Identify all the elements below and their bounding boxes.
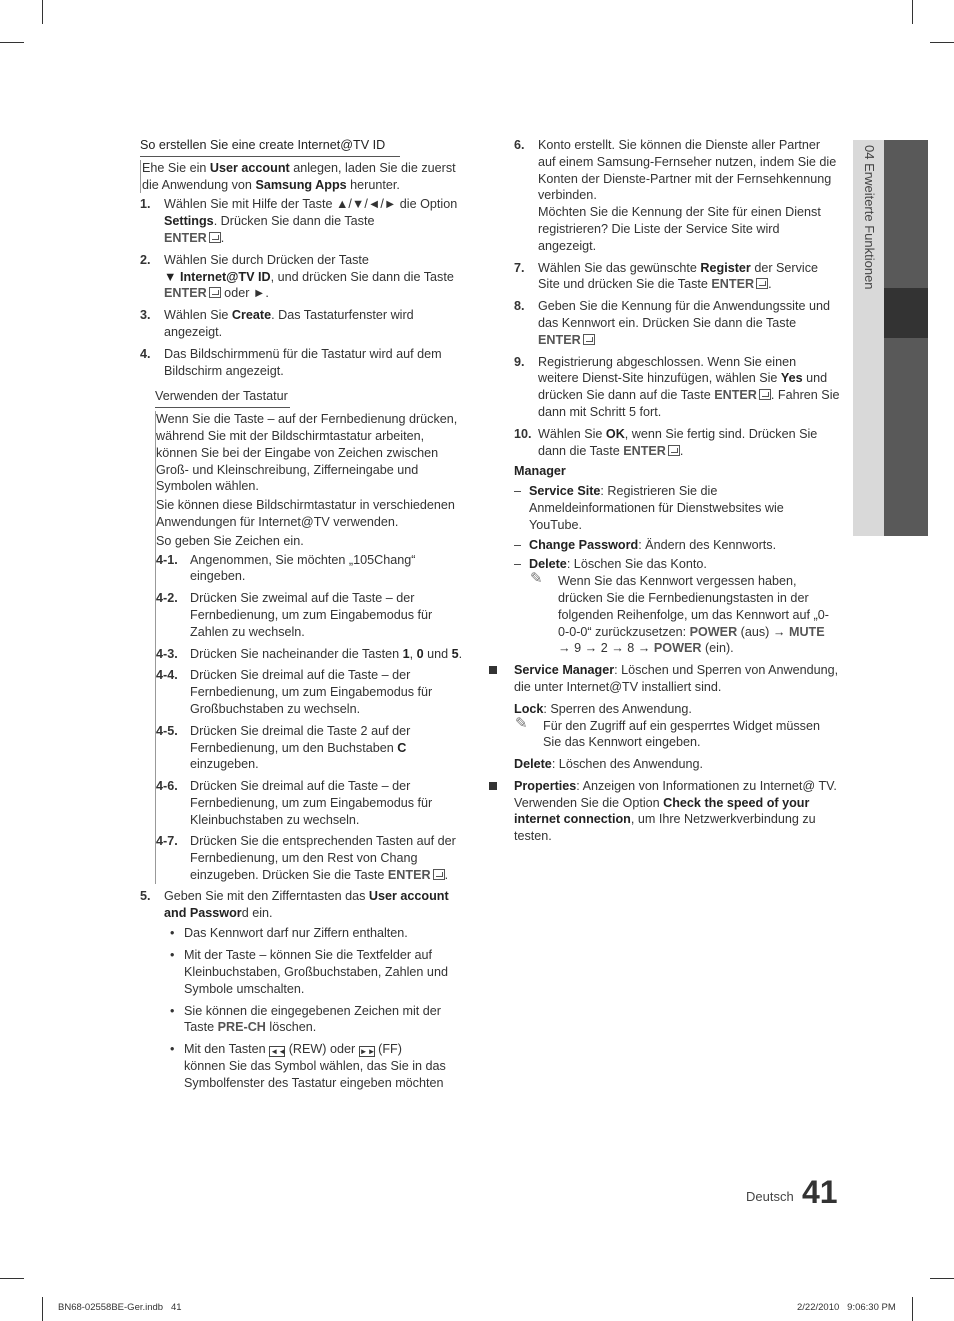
crop-mark <box>912 0 913 24</box>
substep-4-3: 4-3. Drücken Sie nacheinander die Tasten 1, 0 und 5. <box>156 646 463 661</box>
keyboard-body <box>155 411 465 884</box>
bullet-item: • Sie können die eingegebenen Zeichen mit der Taste PRE-CH löschen. <box>170 1003 441 1035</box>
enter-icon <box>433 869 445 880</box>
crop-mark <box>930 1278 954 1279</box>
step-5: 5. Geben Sie mit den Zifferntasten das User account and Password ein. <box>140 888 449 920</box>
note-pencil-icon: ✎ <box>530 570 543 588</box>
enter-icon <box>209 232 221 243</box>
page-number: 41 <box>802 1174 838 1210</box>
enter-icon <box>756 278 768 289</box>
step-1: 1. Wählen Sie mit Hilfe der Taste ▲/▼/◄/► die Option Settings. Drücken Sie dann die Taste ENTER . <box>140 197 458 245</box>
step-9: 9. Registrierung abgeschlossen. Wenn Sie einen weitere Dienst-Site hinzufügen, wählen Sie Yes und drücken Sie dann auf die Taste ENTER . Fahren Sie dann mit Schritt 5 fort. <box>514 354 840 419</box>
manager-item: – Delete: Löschen Sie das Konto. <box>514 557 707 572</box>
right-column <box>514 137 840 845</box>
footer-date: 2/22/2010 9:06:30 PM <box>797 1302 896 1313</box>
crop-mark <box>42 1297 43 1321</box>
enter-icon <box>583 334 595 345</box>
step-7: 7. Wählen Sie das gewünschte Register der Service Site und drücken Sie die Taste ENTER . <box>514 260 819 292</box>
step-3: 3. Wählen Sie Create. Das Tastaturfenster wird angezeigt. <box>140 308 414 339</box>
substep-4-6: 4-6. Drücken Sie dreimal auf die Taste – der Fernbedienung, um zum Eingabemodus für Kleinbuchstaben zu wechseln. <box>156 779 433 827</box>
substep-4-5: 4-5. Drücken Sie dreimal die Taste 2 auf der Fernbedienung, um den Buchstaben C einzugeben. <box>156 723 411 772</box>
enter-icon <box>668 445 680 456</box>
enter-icon <box>759 389 771 400</box>
delete-item: Delete: Löschen des Anwendung. <box>514 757 704 772</box>
step-10: 10. Wählen Sie OK, wenn Sie fertig sind. Drücken Sie dann die Taste ENTER . <box>514 426 818 458</box>
substep-4-1: 4-1. Angenommen, Sie möchten „105Chang“ eingeben. <box>156 552 416 584</box>
side-tab-dark <box>884 338 928 536</box>
bullet-item: • Mit den Tasten ◄◄ (REW) oder ►► (FF) können Sie das Symbol wählen, das Sie in das Symbolfenster des Tastatur eingeben möchten <box>170 1042 446 1090</box>
intro-paragraph: Ehe Sie ein User account anlegen, laden Sie die zuerst die Anwendung von Samsung Apps herunter. <box>140 160 465 194</box>
bullet-item: • Das Kennwort darf nur Ziffern enthalten. <box>170 926 408 941</box>
rewind-icon: ◄◄ <box>270 1047 287 1057</box>
crop-mark <box>0 1278 24 1279</box>
note: ✎ Für den Zugriff auf ein gesperrtes Widget müssen Sie das Kennwort eingeben. <box>515 714 820 750</box>
enter-icon <box>209 287 221 298</box>
substep-4-4: 4-4. Drücken Sie dreimal auf die Taste – der Fernbedienung, um zum Eingabemodus für Großbuchstaben zu wechseln. <box>156 668 433 716</box>
manager-item: – Service Site: Registrieren Sie die Anmeldeinformationen für Dienstwebsites wie YouTube. <box>514 484 784 532</box>
note: ✎ Wenn Sie das Kennwort vergessen haben, drücken Sie die Fernbedienungstasten in der folgenden Reihenfolge, um das Kennwort auf „0-0-0-0“ zurückzusetzen: POWER (aus) → MUTE → 9 → 2 → 8 → POWER (ein). <box>530 570 829 656</box>
keyboard-title: Verwenden der Tastatur <box>155 388 465 408</box>
step-6: 6. Konto erstellt. Sie können die Dienste aller Partner auf einem Samsung-Fernseher nutzen, indem Sie die Konten der Dienste-Partner mit der Fernsehkennung verbinden. Möchten Sie die Kennung der Site für einen Dienst registrieren? Die Liste der Service Site wird angezeigt. <box>514 138 837 253</box>
side-tab-active <box>884 288 928 338</box>
bullet-item: • Mit der Taste – können Sie die Textfelder auf Kleinbuchstaben, Großbuchstaben, Zahlen und Symbole umschalten. <box>170 948 448 996</box>
crop-mark <box>930 42 954 43</box>
step-8: 8. Geben Sie die Kennung für die Anwendungssite und das Kennwort ein. Drücken Sie dann die Taste ENTER <box>514 299 830 347</box>
side-tab-dark <box>884 140 928 288</box>
properties-item: Properties: Anzeigen von Informationen zu Internet@ TV. Verwenden Sie die Option Check the speed of your internet connection, um Ihre Netzwerkverbindung zu testen. <box>514 778 840 845</box>
manager-heading: Manager <box>514 464 566 479</box>
footer-language: Deutsch <box>746 1189 794 1204</box>
square-bullet-icon <box>489 666 497 674</box>
crop-mark <box>0 42 24 43</box>
keyboard-paragraph: Sie können diese Bildschirmtastatur in verschiedenen Anwendungen für Internet@TV verwenden. <box>156 498 455 529</box>
crop-mark <box>912 1297 913 1321</box>
footer-file: BN68-02558BE-Ger.indb 41 <box>58 1302 182 1313</box>
crop-mark <box>42 0 43 24</box>
substep-4-2: 4-2. Drücken Sie zweimal auf die Taste – der Fernbedienung, um zum Eingabemodus für Zahlen zu wechseln. <box>156 591 433 639</box>
step-4: 4. Das Bildschirmmenü für die Tastatur wird auf dem Bildschirm angezeigt. <box>140 346 442 378</box>
keyboard-section <box>140 388 465 884</box>
keyboard-paragraph: So geben Sie Zeichen ein. <box>156 533 304 548</box>
note-pencil-icon: ✎ <box>515 714 528 732</box>
left-column <box>140 137 465 1097</box>
lock-item: Lock: Sperren des Anwendung. <box>514 701 692 716</box>
fast-forward-icon: ►► <box>359 1047 376 1057</box>
service-manager: Service Manager: Löschen und Sperren von Anwendung, die unter Internet@TV installiert sind. <box>514 662 840 696</box>
section-title: So erstellen Sie eine create Internet@TV ID <box>140 137 465 157</box>
substep-4-7: 4-7. Drücken Sie die entsprechenden Tasten auf der Fernbedienung, um den Rest von Chang einzugeben. Drücken Sie die Taste ENTER . <box>156 834 456 883</box>
square-bullet-icon <box>489 782 497 790</box>
keyboard-paragraph: Wenn Sie die Taste – auf der Fernbedienung drücken, während Sie mit der Bildschirmtastatur arbeiten, können Sie bei der Eingabe von Zeichen zwischen Groß- und Kleinschreibung, Zifferneingabe und Symbolen wählen. <box>156 412 458 494</box>
side-tab-label: 04 Erweiterte Funktionen <box>862 145 877 290</box>
manager-item: – Change Password: Ändern des Kennworts. <box>514 537 777 552</box>
step-2: 2. Wählen Sie durch Drücken der Taste ▼ Internet@TV ID, und drücken Sie dann die Taste ENTER oder ►. <box>140 252 454 301</box>
